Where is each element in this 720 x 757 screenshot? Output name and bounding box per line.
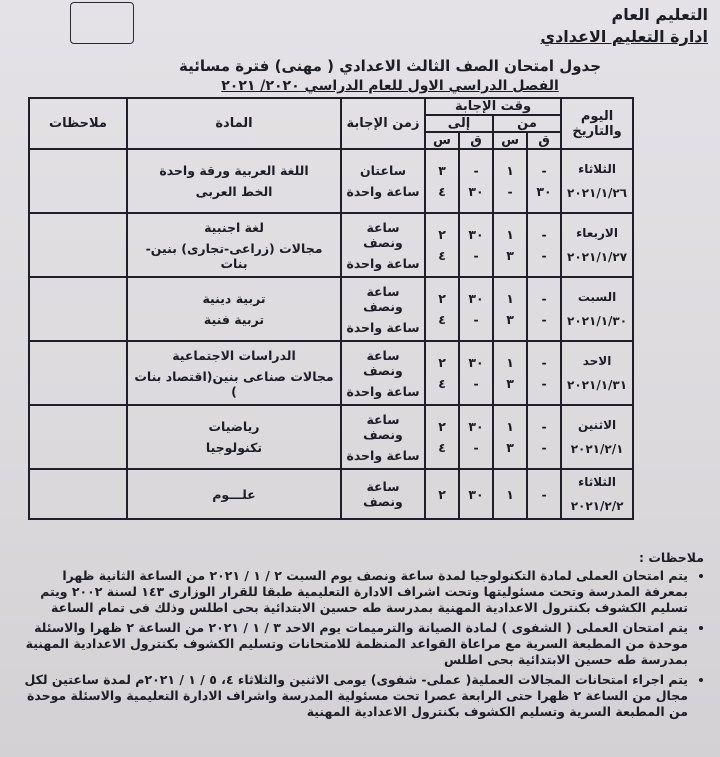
subject-cell-value: مجالات صناعى بنين(اقتصاد بنات ): [134, 368, 334, 399]
from-s-cell: [493, 341, 527, 405]
day-cell: [561, 149, 633, 213]
subject-cell-value: لغة اجنبية: [204, 219, 264, 235]
to-q-cell: [459, 149, 493, 213]
from-s-cell: [493, 469, 527, 519]
notes-cell: [29, 341, 127, 405]
from-q-cell: [527, 469, 561, 519]
col-to-header: إلى: [425, 115, 493, 132]
notes-cell: [29, 277, 127, 341]
to-s-cell-value: ٤: [438, 440, 446, 455]
duration-cell-value: ساعة واحدة: [346, 447, 420, 463]
to-s-cell: [425, 213, 459, 277]
subject-cell-value: علـــوم: [212, 486, 256, 502]
from-s-cell-value: ٣: [506, 376, 514, 391]
day-cell-value: الاربعاء: [576, 226, 618, 240]
notes-heading: ملاحظات :: [638, 550, 704, 565]
day-cell: [561, 213, 633, 277]
col-day-header: اليوم والتاريخ: [561, 98, 633, 149]
from-q-cell: [527, 277, 561, 341]
from-q-cell-value: -: [541, 355, 547, 370]
table-row: [29, 405, 633, 469]
subject-cell: [127, 213, 341, 277]
subject-cell: [127, 277, 341, 341]
to-s-cell-value: ٤: [438, 184, 446, 199]
to-q-cell-value: ٣٠: [468, 227, 484, 242]
table-row: [29, 149, 633, 213]
from-q-cell: [527, 213, 561, 277]
table-row: [29, 277, 633, 341]
from-s-cell-value: ٣: [506, 312, 514, 327]
to-q-cell-value: -: [473, 376, 479, 391]
duration-cell-value: ساعة ونصف: [363, 347, 403, 378]
col-notes-header: ملاحظات: [29, 98, 127, 149]
col-from-header: من: [493, 115, 561, 132]
day-cell: [561, 341, 633, 405]
note-item: • يتم اجراء امتحانات المجالات العملية( عملى- شفوى) يومى الاثنين والثلاثاء ٤، ٥ / ١ / ٢٠٢١م لمدة ساعتين لكل مجال من الساعة ٢ ظهرا حتى الرابعة عصرا تحت مسئولية المدرسة واشراف الادارة التعليمية والاسئلة موحدة من المطبعة السرية وتسليم الكشوف بكنترول الاعدادية المهنية: [18, 672, 688, 720]
subject-cell: [127, 149, 341, 213]
to-s-cell: [425, 469, 459, 519]
duration-cell-value: ساعة واحدة: [346, 383, 420, 399]
duration-cell: [341, 341, 425, 405]
day-cell: [561, 469, 633, 519]
to-q-cell-value: ٣٠: [468, 486, 484, 502]
to-q-cell-value: -: [473, 312, 479, 327]
subject-cell: [127, 469, 341, 519]
notes-cell: [29, 405, 127, 469]
from-q-cell-value: -: [541, 486, 547, 502]
from-s-cell-value: ١: [506, 419, 514, 434]
duration-cell-value: ساعة واحدة: [346, 184, 420, 199]
exam-schedule-table: [28, 97, 634, 520]
note-item: • يتم امتحان العملى لمادة التكنولوجيا لمدة ساعة ونصف يوم السبت ٢ / ١ / ٢٠٢١ من الساعة الثانية ظهرا بمعرفة المدرسة وتحت مسئوليتها وتحت اشراف الادارة التعليمية طبقا للقرار الوزارى ١٤٣ لسنة ٢٠٠٢ ويتم تسليم الكشوف بكنترول الاعدادية المهنية بمدرسة طه حسين الابتدائية بحى اطلس وذلك فى تمام الساعة: [18, 568, 688, 616]
to-q-cell: [459, 469, 493, 519]
col-duration-header: زمن الإجابة: [341, 98, 425, 149]
col-to-s: س: [425, 132, 459, 149]
duration-cell: [341, 277, 425, 341]
from-s-cell-value: ١: [506, 486, 514, 502]
from-s-cell-value: ١: [506, 227, 514, 242]
from-s-cell: [493, 149, 527, 213]
day-cell-value: ٢٠٢١/١/٣١: [567, 378, 628, 392]
from-q-cell: [527, 341, 561, 405]
duration-cell-value: ساعتان: [360, 163, 406, 178]
to-s-cell-value: ٢: [438, 227, 446, 242]
day-cell-value: ٢٠٢١/٢/٢: [570, 499, 624, 513]
to-s-cell: [425, 405, 459, 469]
from-s-cell-value: ١: [506, 163, 514, 178]
from-q-cell-value: -: [541, 312, 547, 327]
header-line-2: ادارة التعليم الاعدادي: [540, 27, 708, 46]
from-q-cell-value: -: [541, 440, 547, 455]
header-block: [540, 4, 708, 48]
from-q-cell: [527, 405, 561, 469]
subject-cell-value: مجالات (زراعى-تجارى) بنين- بنات: [145, 240, 323, 271]
col-answer-time-header: وقت الإجابة: [425, 98, 561, 115]
notes-cell: [29, 213, 127, 277]
day-cell-value: ٢٠٢١/١/٣٠: [567, 314, 628, 328]
from-s-cell-value: -: [507, 184, 513, 199]
document-title: [150, 56, 630, 96]
header-line-1: التعليم العام: [611, 5, 708, 24]
to-s-cell-value: ٢: [438, 291, 446, 306]
title-line-2: الفصل الدراسي الاول للعام الدراسي ٢٠٢٠/ ٢٠٢١: [221, 78, 559, 94]
from-s-cell: [493, 405, 527, 469]
duration-cell: [341, 213, 425, 277]
day-cell-value: الثلاثاء: [578, 475, 616, 489]
subject-cell-value: تربية دينية: [202, 291, 266, 306]
ministry-logo: [70, 2, 134, 44]
day-cell-value: الثلاثاء: [578, 162, 616, 176]
to-q-cell-value: -: [473, 440, 479, 455]
from-q-cell: [527, 149, 561, 213]
from-s-cell-value: ١: [506, 355, 514, 370]
to-s-cell-value: ٢: [438, 419, 446, 434]
note-item: • يتم امتحان العملى ( الشفوى ) لمادة الصيانة والترميمات يوم الاحد ٣ / ١ / ٢٠٢١ من الساعة ٢ ظهرا والاسئلة موحدة من المطبعة السرية مع مراعاة القواعد المنظمة للامتحانات وتسليم الكشوف بكنترول الاعدادية المهنية بمدرسة طه حسين الابتدائية بحى اطلس: [18, 620, 688, 668]
subject-cell-value: اللغة العربية ورقة واحدة: [159, 163, 309, 178]
from-q-cell-value: -: [541, 163, 547, 178]
to-s-cell-value: ٤: [438, 248, 446, 263]
day-cell-value: ٢٠٢١/٢/١: [570, 442, 624, 456]
duration-cell: [341, 149, 425, 213]
duration-cell-value: ساعة واحدة: [346, 255, 420, 271]
to-q-cell-value: -: [473, 163, 479, 178]
to-s-cell-value: ٣: [438, 163, 446, 178]
to-q-cell-value: -: [473, 248, 479, 263]
day-cell-value: الاثنين: [577, 418, 617, 432]
title-line-1: جدول امتحان الصف الثالث الاعدادي ( مهنى) فترة مسائية: [178, 57, 602, 75]
day-cell-value: ٢٠٢١/١/٢٦: [567, 186, 628, 200]
to-q-cell-value: ٣٠: [468, 355, 484, 370]
from-s-cell-value: ٣: [506, 248, 514, 263]
subject-cell-value: رياضيات: [208, 419, 260, 434]
from-q-cell-value: -: [541, 291, 547, 306]
subject-cell-value: تكنولوجيا: [205, 440, 263, 455]
from-s-cell: [493, 213, 527, 277]
subject-cell-value: الدراسات الاجتماعية: [172, 347, 296, 363]
to-s-cell: [425, 149, 459, 213]
to-q-cell: [459, 213, 493, 277]
to-q-cell-value: ٣٠: [468, 291, 484, 306]
subject-cell: [127, 341, 341, 405]
subject-cell-value: الخط العربى: [195, 184, 273, 199]
duration-cell: [341, 469, 425, 519]
from-s-cell: [493, 277, 527, 341]
from-q-cell-value: -: [541, 419, 547, 434]
from-q-cell-value: -: [541, 376, 547, 391]
col-from-s: س: [493, 132, 527, 149]
to-s-cell: [425, 341, 459, 405]
duration-cell-value: ساعة ونصف: [363, 283, 403, 314]
day-cell: [561, 277, 633, 341]
day-cell-value: السبت: [577, 290, 617, 304]
duration-cell-value: ساعة ونصف: [363, 479, 403, 509]
to-s-cell-value: ٤: [438, 312, 446, 327]
notes-section: [18, 550, 708, 724]
to-q-cell: [459, 277, 493, 341]
from-s-cell-value: ١: [506, 291, 514, 306]
from-s-cell-value: ٣: [506, 440, 514, 455]
table-row: [29, 213, 633, 277]
to-q-cell: [459, 405, 493, 469]
day-cell: [561, 405, 633, 469]
to-s-cell-value: ٢: [438, 486, 446, 502]
to-s-cell-value: ٤: [438, 376, 446, 391]
duration-cell-value: ساعة واحدة: [346, 319, 420, 335]
day-cell-value: الاحد: [582, 354, 612, 368]
duration-cell-value: ساعة ونصف: [363, 411, 403, 442]
to-s-cell: [425, 277, 459, 341]
to-q-cell-value: ٣٠: [468, 419, 484, 434]
notes-cell: [29, 469, 127, 519]
to-s-cell-value: ٢: [438, 355, 446, 370]
subject-cell: [127, 405, 341, 469]
to-q-cell-value: ٣٠: [468, 184, 484, 199]
col-from-q: ق: [527, 132, 561, 149]
table-row: [29, 341, 633, 405]
col-to-q: ق: [459, 132, 493, 149]
col-subject-header: المادة: [127, 98, 341, 149]
day-cell-value: ٢٠٢١/١/٢٧: [567, 250, 628, 264]
to-q-cell: [459, 341, 493, 405]
table-header-row: [29, 98, 633, 115]
duration-cell-value: ساعة ونصف: [363, 219, 403, 250]
subject-cell-value: تربية فنية: [203, 312, 265, 327]
from-q-cell-value: -: [541, 227, 547, 242]
table-row: [29, 469, 633, 519]
from-q-cell-value: -: [541, 248, 547, 263]
notes-cell: [29, 149, 127, 213]
from-q-cell-value: ٣٠: [536, 184, 552, 199]
duration-cell: [341, 405, 425, 469]
